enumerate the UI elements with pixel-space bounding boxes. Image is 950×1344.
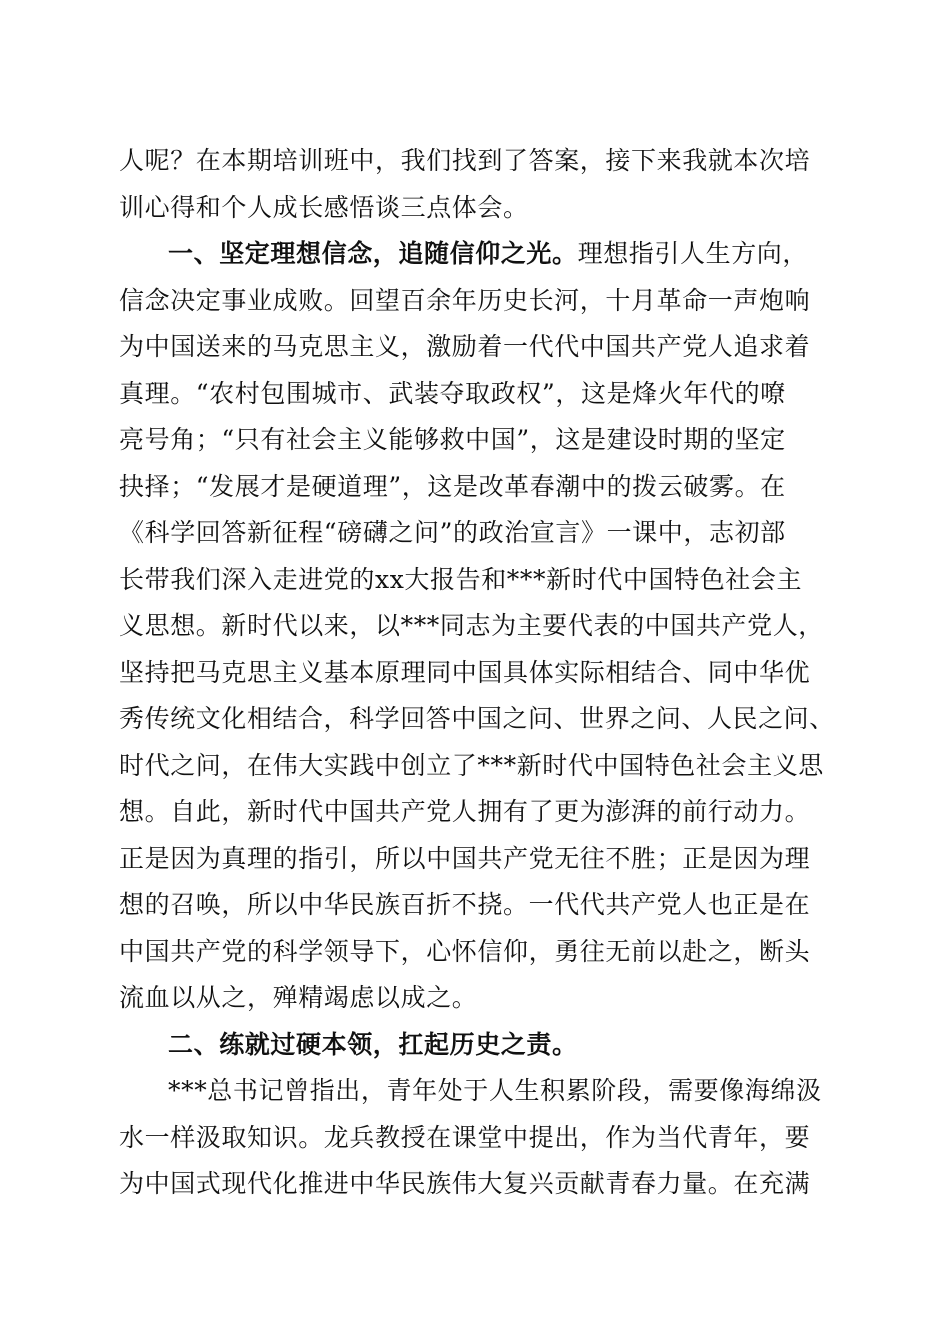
text-line: 亮号角；“只有社会主义能够救中国”，这是建设时期的坚定 — [119, 425, 786, 454]
text-line: 正是因为真理的指引，所以中国共产党无往不胜；正是因为理 — [119, 844, 811, 873]
text-line: 水一样汲取知识。龙兵教授在课堂中提出，作为当代青年，要 — [119, 1123, 811, 1152]
text-line: 抉择；“发展才是硬道理”，这是改革春潮中的拨云破雾。在 — [119, 472, 786, 501]
text-line: 时代之问，在伟大实践中创立了***新时代中国特色社会主义思 — [119, 751, 824, 780]
text-line: 流血以从之，殚精竭虑以成之。 — [119, 983, 478, 1012]
section-heading-1 — [168, 239, 808, 269]
text-line: 为中国式现代化推进中华民族伟大复兴贡献青春力量。在充满 — [119, 1169, 811, 1198]
section-heading-2: 二、练就过硬本领，扛起历史之责。 — [168, 1030, 578, 1059]
text-line: 长带我们深入走进党的xx大报告和***新时代中国特色社会主 — [119, 565, 803, 594]
text-line: 信念决定事业成败。回望百余年历史长河，十月革命一声炮响 — [119, 286, 811, 315]
text-line: 想。自此，新时代中国共产党人拥有了更为澎湃的前行动力。 — [119, 797, 811, 826]
paragraph-text: 理想指引人生方向， — [577, 239, 809, 268]
text-line: 《科学回答新征程“磅礴之问”的政治宣言》一课中，志初部 — [119, 518, 786, 547]
text-line: 人呢？在本期培训班中，我们找到了答案，接下来我就本次培 — [119, 146, 811, 175]
text-line: 中国共产党的科学领导下，心怀信仰，勇往无前以赴之，断头 — [119, 937, 811, 966]
text-line: 训心得和个人成长感悟谈三点体会。 — [119, 193, 529, 222]
text-line: 为中国送来的马克思主义，激励着一代代中国共产党人追求着 — [119, 332, 811, 361]
text-line: 想的召唤，所以中华民族百折不挠。一代代共产党人也正是在 — [119, 890, 811, 919]
text-line: ***总书记曾指出，青年处于人生积累阶段，需要像海绵汲 — [168, 1076, 822, 1105]
text-line: 义思想。新时代以来，以***同志为主要代表的中国共产党人， — [119, 611, 824, 640]
heading-text: 一、坚定理想信念，追随信仰之光。 — [168, 239, 578, 268]
text-line: 秀传统文化相结合，科学回答中国之问、世界之问、人民之问、 — [119, 704, 835, 733]
text-line: 坚持把马克思主义基本原理同中国具体实际相结合、同中华优 — [119, 658, 811, 687]
text-line: 真理。“农村包围城市、武装夺取政权”，这是烽火年代的嘹 — [119, 379, 786, 408]
